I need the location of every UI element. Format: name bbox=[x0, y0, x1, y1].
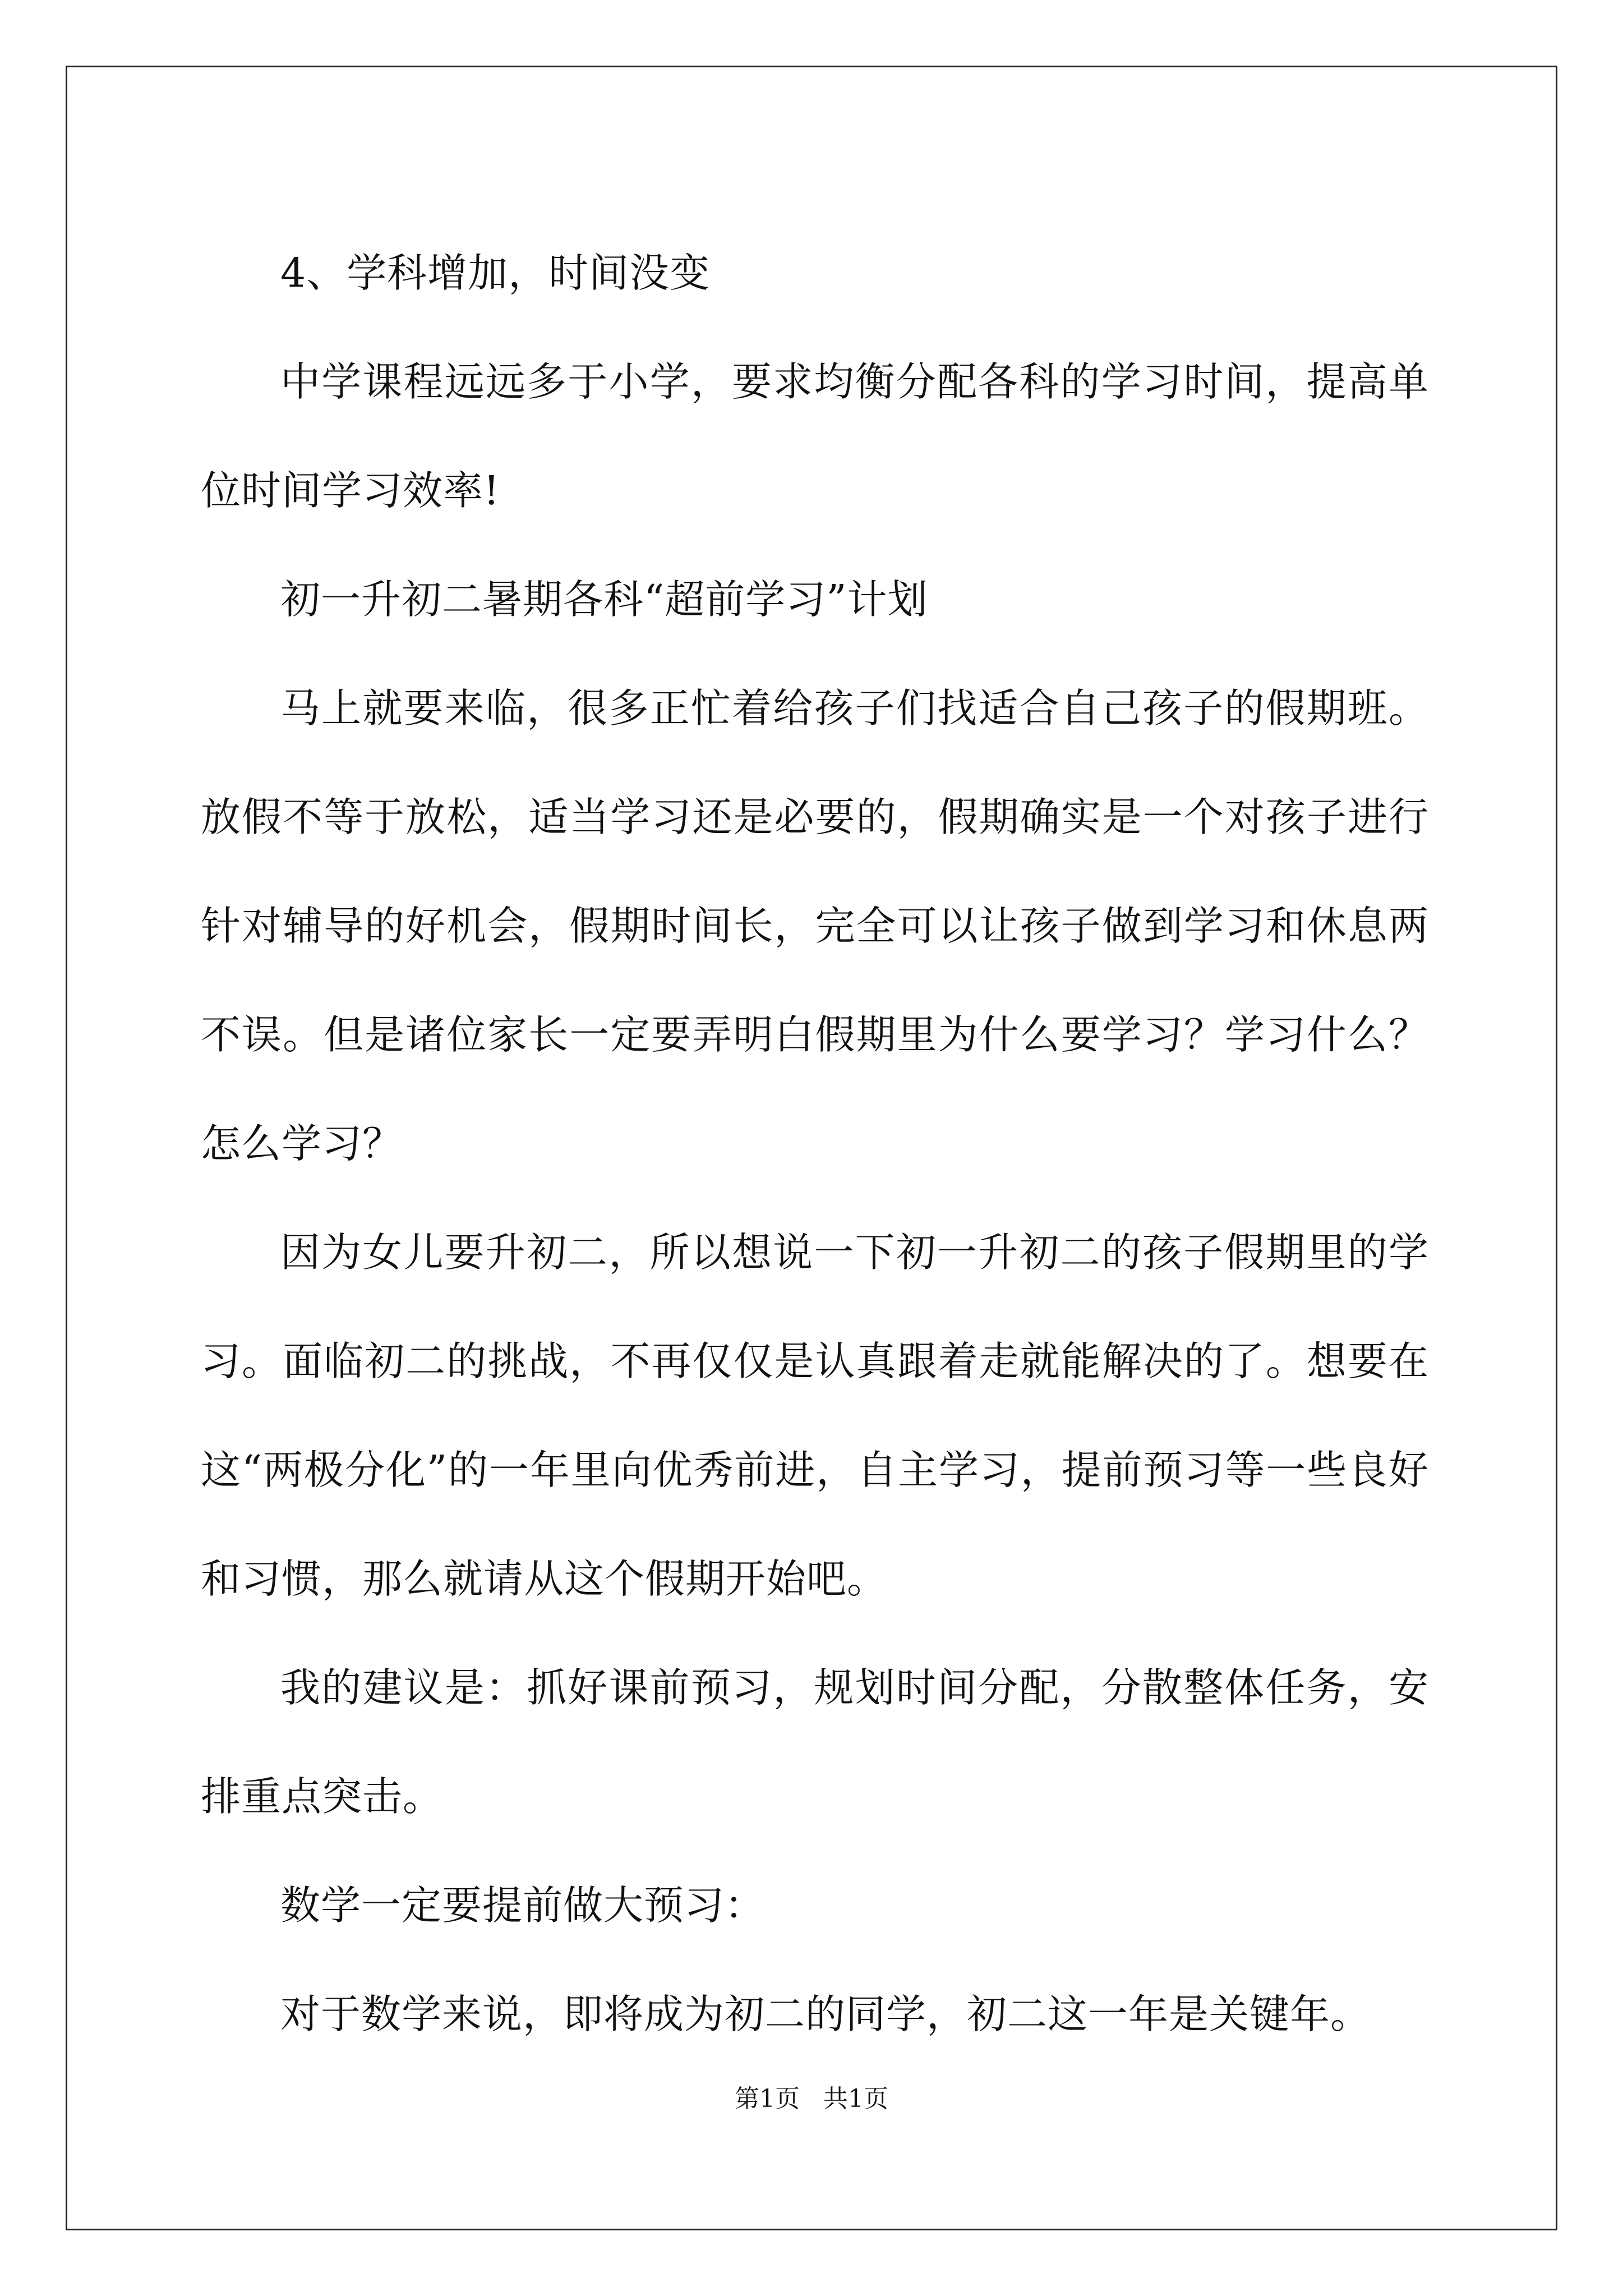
page-total: 共1页 bbox=[823, 2085, 888, 2113]
paragraph: 因为女儿要升初二，所以想说一下初一升初二的孩子假期里的学习。面临初二的挑战，不再仅仅是认真跟着走就能解决的了。想要在这“两极分化”的一年里向优秀前进，自主学习，提前预习等一些良好和习惯，那么就请从这个假期开始吧。 bbox=[201, 1229, 1429, 1602]
section-heading: 数学一定要提前做大预习： bbox=[280, 1882, 766, 1929]
paragraph: 对于数学来说，即将成为初二的同学，初二这一年是关键年。 bbox=[280, 1991, 1371, 2037]
page-footer bbox=[0, 2082, 1623, 2116]
section-heading: 初一升初二暑期各科“超前学习”计划 bbox=[280, 576, 928, 623]
page-number: 第1页 bbox=[735, 2085, 800, 2113]
paragraph: 中学课程远远多于小学，要求均衡分配各科的学习时间，提高单位时间学习效率! bbox=[201, 358, 1429, 514]
footer-spacer bbox=[800, 2085, 823, 2113]
paragraph: 马上就要来临，很多正忙着给孩子们找适合自己孩子的假期班。放假不等于放松，适当学习还是必要的，假期确实是一个对孩子进行针对辅导的好机会，假期时间长，完全可以让孩子做到学习和休息两不误。但是诸位家长一定要弄明白假期里为什么要学习？学习什么？怎么学习？ bbox=[201, 685, 1429, 1167]
section-heading: 4、学科增加，时间没变 bbox=[280, 250, 711, 296]
document-body bbox=[201, 219, 1429, 2069]
paragraph: 我的建议是：抓好课前预习，规划时间分配，分散整体任务，安排重点突击。 bbox=[201, 1664, 1429, 1820]
